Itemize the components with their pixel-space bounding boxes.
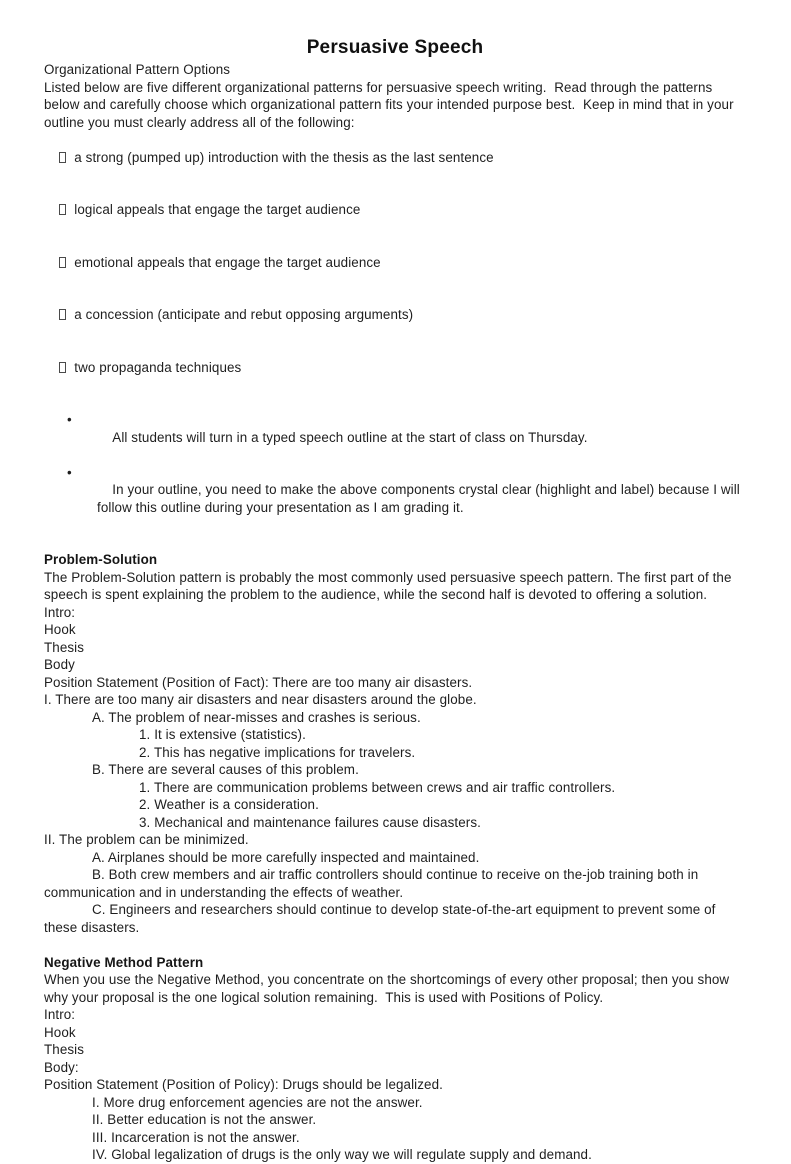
- checkbox-icon: [59, 309, 66, 320]
- outline-line: Intro:: [44, 604, 76, 620]
- section-block: [44, 534, 746, 937]
- outline-line: I. There are too many air disasters and near disasters around the globe.: [44, 692, 477, 707]
- section-paragraph: When you use the Negative Method, you concentrate on the shortcomings of every other proposal; then you show why your proposal is the one logical solution remaining. This is used with Positions of Policy.: [44, 972, 734, 1005]
- bullet-list-item: [44, 411, 746, 464]
- blank-line: [44, 394, 746, 412]
- section-heading: Negative Method Pattern: [44, 954, 204, 970]
- outline-line: Hook: [44, 1024, 76, 1040]
- bullet-list-item: [44, 464, 746, 534]
- outline-line: Position Statement (Position of Fact): There are too many air disasters.: [44, 674, 473, 690]
- blank-line: [44, 534, 746, 552]
- outline-line: Position Statement (Position of Policy): Drugs should be legalized.: [44, 1077, 443, 1092]
- outline-line: Body: [44, 657, 75, 672]
- document-subtitle: Organizational Pattern Options: [44, 62, 231, 77]
- checklist-item: [44, 236, 746, 289]
- checkbox-icon: [59, 257, 66, 268]
- outline-line: Hook: [44, 622, 76, 637]
- checklist-item-label: a concession (anticipate and rebut opposing arguments): [74, 307, 414, 322]
- outline-line: IV. Global legalization of drugs is the only way we will regulate supply and demand.: [92, 1147, 592, 1162]
- blank-line: [44, 936, 746, 954]
- outline-line: C. Engineers and researchers should continue to develop state-of-the-art equipment to prevent some of these disasters.: [44, 902, 720, 935]
- checkbox-icon: [59, 362, 66, 373]
- outline: [44, 1006, 746, 1164]
- outline-line: Intro:: [44, 1007, 76, 1022]
- outline-line: II. The problem can be minimized.: [44, 832, 249, 847]
- outline-line: I. More drug enforcement agencies are not the answer.: [92, 1094, 423, 1110]
- outline-line: II. Better education is not the answer.: [92, 1112, 317, 1127]
- outline-line: 2. This has negative implications for travelers.: [139, 744, 416, 760]
- outline-line: 1. There are communication problems between crews and air traffic controllers.: [139, 779, 616, 795]
- checklist-item-label: a strong (pumped up) introduction with the thesis as the last sentence: [74, 149, 494, 165]
- outline-line: 2. Weather is a consideration.: [139, 797, 319, 812]
- checklist: [44, 131, 746, 394]
- checklist-item-label: emotional appeals that engage the target audience: [74, 254, 381, 270]
- outline: [44, 604, 746, 937]
- outline-line: Thesis: [44, 1042, 85, 1057]
- outline-line: 3. Mechanical and maintenance failures cause disasters.: [139, 814, 481, 830]
- outline-line: A. Airplanes should be more carefully inspected and maintained.: [92, 849, 480, 865]
- outline-line: A. The problem of near-misses and crashes is serious.: [92, 709, 421, 725]
- section-heading: Problem-Solution: [44, 552, 158, 567]
- sections-container: [44, 534, 746, 1164]
- section-block: [44, 936, 746, 1164]
- checkbox-icon: [59, 152, 66, 163]
- outline-line: B. Both crew members and air traffic controllers should continue to receive on the-job training both in communication and in understanding the effects of weather.: [44, 867, 703, 900]
- outline-line: III. Incarceration is not the answer.: [92, 1129, 300, 1145]
- outline-line: B. There are several causes of this problem.: [92, 762, 359, 777]
- bullet-icon: •: [67, 464, 72, 480]
- checklist-item: [44, 131, 746, 184]
- outline-line: Body:: [44, 1059, 79, 1075]
- bullet-item-label: All students will turn in a typed speech outline at the start of class on Thursday.: [112, 429, 588, 445]
- page-title: Persuasive Speech: [306, 37, 484, 58]
- intro-paragraph: Listed below are five different organizational patterns for persuasive speech writing. Read through the patterns below and carefully choose which organizational pattern fits your intended purpose best. Keep in mind that in your outline you must clearly address all of the following:: [44, 79, 738, 130]
- outline-line: Thesis: [44, 639, 85, 655]
- checklist-item: [44, 184, 746, 237]
- checklist-item-label: logical appeals that engage the target audience: [74, 202, 361, 217]
- outline-line: 1. It is extensive (statistics).: [139, 727, 306, 742]
- bullet-item-label: In your outline, you need to make the above components crystal clear (highlight and label) because I will follow this outline during your presentation as I am grading it.: [97, 482, 744, 515]
- checkbox-icon: [59, 204, 66, 215]
- checklist-item-label: two propaganda techniques: [74, 359, 242, 375]
- checklist-item: [44, 289, 746, 342]
- bullet-list: [44, 411, 746, 534]
- section-paragraph: The Problem-Solution pattern is probably the most commonly used persuasive speech pattern. The first part of the speech is spent explaining the problem to the audience, while the second half is devoted to offering a solution.: [44, 569, 736, 602]
- bullet-icon: •: [67, 412, 72, 427]
- checklist-item: [44, 341, 746, 394]
